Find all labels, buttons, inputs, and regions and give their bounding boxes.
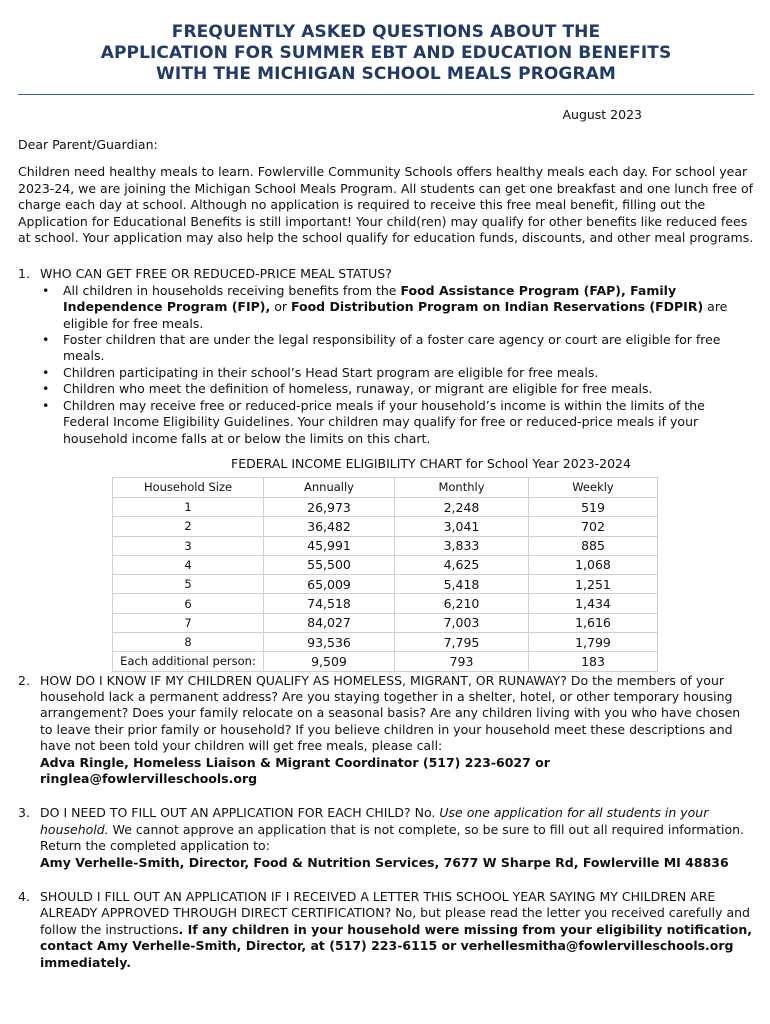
question-4-bold: . If any children in your household were missing from your eligibility notification, contact Amy Verhelle-Smith, Director, at (517) 223-6115 or verhellesmitha@fowlervilleschools.org immediately. — [40, 921, 753, 970]
income-cell: 65,009 — [264, 575, 395, 594]
household-size-cell: 5 — [113, 575, 264, 594]
eligibility-list — [40, 283, 754, 447]
return-address-contact: Amy Verhelle-Smith, Director, Food & Nutrition Services, 7677 W Sharpe Rd, Fowlerville MI 48836 — [40, 854, 729, 870]
question-1-text: WHO CAN GET FREE OR REDUCED-PRICE MEAL STATUS? — [40, 266, 392, 282]
question-3-italic: Use one application for all students in your household. — [40, 805, 709, 837]
column-header: Weekly — [529, 477, 658, 497]
income-cell: 55,500 — [264, 555, 395, 574]
question-3-text — [40, 805, 754, 854]
column-header: Monthly — [395, 477, 529, 497]
list-item: • Foster children that are under the legal responsibility of a foster care agency or court are eligible for free meals. — [40, 332, 754, 365]
list-item-text: or — [270, 299, 291, 315]
income-cell: 519 — [529, 497, 658, 516]
income-cell: 7,003 — [395, 613, 529, 632]
household-size-cell: Each additional person: — [113, 652, 264, 671]
program-names-bold: Food Assistance Program (FAP), Family Independence Program (FIP), — [63, 282, 677, 315]
list-item: • Children participating in their school’s Head Start program are eligible for free meals. — [40, 365, 754, 381]
question-3-lead: DO I NEED TO FILL OUT AN APPLICATION FOR EACH CHILD? No. — [40, 805, 440, 821]
list-item: • Children who meet the definition of homeless, runaway, or migrant are eligible for free meals. — [40, 381, 754, 397]
program-names-bold: Food Distribution Program on Indian Reservations (FDPIR) — [290, 299, 704, 315]
income-cell: 2,248 — [395, 497, 529, 516]
list-item-text: All children in households receiving benefits from the — [63, 282, 401, 298]
household-size-cell: 3 — [113, 536, 264, 555]
list-item — [40, 283, 754, 332]
document-title — [18, 22, 754, 85]
question-2 — [18, 673, 754, 788]
income-cell: 3,833 — [395, 536, 529, 555]
table-row — [113, 594, 658, 613]
title-line-1: FREQUENTLY ASKED QUESTIONS ABOUT THE — [171, 22, 601, 42]
title-line-3: WITH THE MICHIGAN SCHOOL MEALS PROGRAM — [156, 64, 616, 84]
income-cell: 84,027 — [264, 613, 395, 632]
income-cell: 36,482 — [264, 517, 395, 536]
document-page — [18, 0, 754, 971]
question-3 — [18, 805, 754, 871]
question-4-text — [40, 889, 754, 971]
income-cell: 45,991 — [264, 536, 395, 555]
column-header: Annually — [264, 477, 395, 497]
table-row — [113, 632, 658, 651]
income-cell: 1,799 — [529, 632, 658, 651]
table-row — [113, 613, 658, 632]
household-size-cell: 2 — [113, 517, 264, 536]
homeless-liaison-contact: Adva Ringle, Homeless Liaison & Migrant Coordinator (517) 223-6027 or ringlea@fowlervilleschools.org — [40, 754, 550, 787]
income-cell: 7,795 — [395, 632, 529, 651]
income-cell: 702 — [529, 517, 658, 536]
question-1 — [18, 266, 754, 446]
income-cell: 4,625 — [395, 555, 529, 574]
table-row — [113, 555, 658, 574]
letter-date: August 2023 — [562, 107, 642, 122]
income-eligibility-table — [112, 477, 658, 672]
question-number: 1. — [18, 266, 30, 282]
question-number: 4. — [18, 889, 30, 905]
column-header: Household Size — [113, 477, 264, 497]
income-cell: 26,973 — [264, 497, 395, 516]
income-cell: 885 — [529, 536, 658, 555]
income-cell: 9,509 — [264, 652, 395, 671]
income-cell: 183 — [529, 652, 658, 671]
income-cell: 93,536 — [264, 632, 395, 651]
table-row — [113, 652, 658, 671]
question-4-lead: SHOULD I FILL OUT AN APPLICATION IF I RECEIVED A LETTER THIS SCHOOL YEAR SAYING MY CHILDREN ARE ALREADY APPROVED THROUGH DIRECT CERTIFICATION? No, but please read the letter you received carefully and follow the instructions — [40, 889, 750, 937]
question-2-text: HOW DO I KNOW IF MY CHILDREN QUALIFY AS HOMELESS, MIGRANT, OR RUNAWAY? Do the members of your household lack a permanent address? Are you staying together in a shelter, hotel, or other temporary housing arrangement? Does your family relocate on a seasonal basis? Are any children living with you who have chosen to leave their prior family or household? If you believe children in your household meet these descriptions and have not been told your children will get free meals, please call: — [40, 672, 741, 754]
question-4 — [18, 889, 754, 971]
income-chart-title: FEDERAL INCOME ELIGIBILITY CHART for School Year 2023-2024 — [231, 455, 631, 471]
table-row — [113, 536, 658, 555]
question-number: 2. — [18, 672, 30, 688]
household-size-cell: 1 — [113, 497, 264, 516]
income-cell: 1,068 — [529, 555, 658, 574]
household-size-cell: 7 — [113, 613, 264, 632]
table-row — [113, 497, 658, 516]
title-line-2: APPLICATION FOR SUMMER EBT AND EDUCATION BENEFITS — [100, 43, 672, 63]
table-header-row — [113, 477, 658, 497]
question-3-rest: We cannot approve an application that is not complete, so be sure to fill out all required information. Return the completed application to: — [40, 821, 744, 854]
income-cell: 74,518 — [264, 594, 395, 613]
list-item-text: are eligible for free meals. — [63, 299, 728, 331]
greeting: Dear Parent/Guardian: — [18, 137, 158, 152]
list-item: • Children may receive free or reduced-price meals if your household’s income is within the limits of the Federal Income Eligibility Guidelines. Your children may qualify for free or reduced-price meals if your household income falls at or below the limits on this chart. — [40, 398, 754, 447]
table-row — [113, 517, 658, 536]
table-row — [113, 575, 658, 594]
income-cell: 5,418 — [395, 575, 529, 594]
income-cell: 6,210 — [395, 594, 529, 613]
income-cell: 793 — [395, 652, 529, 671]
household-size-cell: 6 — [113, 594, 264, 613]
income-cell: 1,434 — [529, 594, 658, 613]
income-cell: 1,616 — [529, 613, 658, 632]
household-size-cell: 4 — [113, 555, 264, 574]
question-number: 3. — [18, 805, 30, 821]
income-cell: 1,251 — [529, 575, 658, 594]
income-cell: 3,041 — [395, 517, 529, 536]
title-divider — [18, 94, 754, 95]
intro-paragraph: Children need healthy meals to learn. Fowlerville Community Schools offers healthy meals each day. For school year 2023-24, we are joining the Michigan School Meals Program. All students can get one breakfast and one lunch free of charge each day at school. Although no application is required to receive this free meal benefit, filling out the Application for Educational Benefits is still important! Your child(ren) may qualify for other benefits like reduced fees at school. Your application may also help the school qualify for education funds, discounts, and other meal programs. — [18, 164, 754, 246]
household-size-cell: 8 — [113, 632, 264, 651]
